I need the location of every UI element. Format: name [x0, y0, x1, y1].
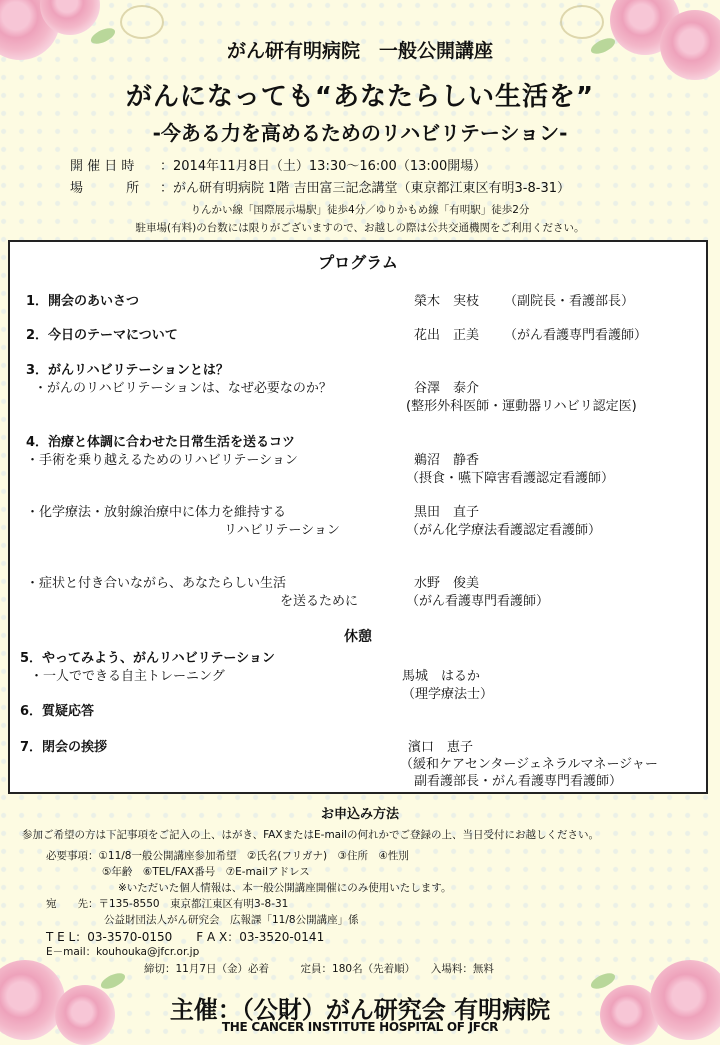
program-item-title: 6．質疑応答: [20, 704, 95, 719]
organizer-line: がん研有明病院 一般公開講座: [226, 40, 493, 62]
speaker-role: （がん化学療法看護認定看護師）: [406, 523, 602, 538]
program-item-title: 2．今日のテーマについて: [26, 328, 178, 343]
program-item-title: 5．やってみよう、がんリハビリテーション: [20, 651, 275, 666]
place-label: 場 所: [70, 181, 140, 196]
program-item-sub: リハビリテーション: [224, 523, 340, 538]
swirl-decoration-icon: [560, 5, 604, 39]
requirements-line: ⑤年齢 ⑥TEL/FAX番号 ⑦E-mailアドレス: [102, 866, 310, 878]
sponsor-name-en: THE CANCER INSTITUTE HOSPITAL OF JFCR: [221, 1020, 499, 1034]
speaker-name: 谷澤 泰介: [414, 381, 480, 396]
privacy-note: ※いただいた個人情報は、本一般公開講座開催にのみ使用いたします。: [118, 882, 452, 894]
speaker-name: 花出 正美: [414, 328, 480, 343]
tel-fax-line: T E L：03-3570-0150 F A X：03-3520-0141: [46, 930, 325, 944]
deadline-line: 締切：11月7日（金）必着 定員：180名（先着順） 入場料：無料: [144, 963, 494, 975]
page-subtitle: -今ある力を高めるためのリハビリテーション-: [152, 121, 568, 145]
program-item-title: 3．がんリハビリテーションとは？: [26, 363, 229, 378]
requirements-line: 必要事項：①11/8一般公開講座参加希望 ②氏名(フリガナ) ③住所 ④性別: [46, 850, 409, 862]
speaker-role: （理学療法士）: [402, 687, 494, 702]
program-item-sub: ・がんのリハビリテーションは、なぜ必要なのか？: [34, 381, 332, 396]
sponsor-name: 主催：（公財）がん研究会 有明病院: [169, 996, 551, 1024]
access-info: りんかい線「国際展示場駅」徒歩4分／ゆりかもめ線「有明駅」徒歩2分: [190, 204, 530, 216]
program-item-sub: ・化学療法・放射線治療中に体力を維持する: [26, 505, 287, 520]
program-heading: プログラム: [318, 253, 398, 272]
speaker-name: 馬城 はるか: [402, 669, 481, 684]
address-line: 公益財団法人がん研究会 広報課「11/8公開講座」係: [104, 914, 359, 926]
application-heading: お申込み方法: [320, 807, 399, 822]
program-item-title: 7．閉会の挨拶: [20, 740, 108, 755]
speaker-name: 榮木 実枝: [414, 294, 480, 309]
program-item-sub: ・手術を乗り越えるためのリハビリテーション: [26, 453, 298, 468]
email-line: E－mail：kouhouka@jfcr.or.jp: [46, 946, 200, 958]
address-line: 宛 先：〒135-8550 東京都江東区有明3-8-31: [46, 898, 289, 910]
break-label: 休憩: [344, 629, 372, 645]
date-value: ：2014年11月8日（土）13:30～16:00（13:00開場）: [160, 159, 487, 174]
speaker-role: (整形外科医師・運動器リハビリ認定医): [406, 399, 637, 414]
parking-info: 駐車場(有料)の台数には限りがございますので、お越しの際は公共交通機関をご利用ください。: [135, 222, 585, 234]
speaker-role: （副院長・看護部長）: [504, 294, 635, 309]
speaker-name: 黒田 直子: [414, 505, 480, 520]
date-label: 開 催 日 時: [70, 159, 135, 174]
speaker-role: （がん看護専門看護師）: [406, 594, 550, 609]
speaker-name: 濱口 恵子: [408, 740, 474, 755]
speaker-name: 鵜沼 静香: [414, 453, 480, 468]
speaker-role: （緩和ケアセンタージェネラルマネージャー: [400, 757, 658, 772]
page-title: がんになっても“あなたらしい生活を”: [125, 82, 595, 112]
speaker-role: （がん看護専門看護師）: [504, 328, 648, 343]
program-item-title: 4．治療と体調に合わせた日常生活を送るコツ: [26, 435, 296, 450]
speaker-name: 水野 俊美: [414, 576, 480, 591]
program-item-sub: ・症状と付き合いながら、あなたらしい生活: [26, 576, 287, 591]
swirl-decoration-icon: [120, 5, 164, 39]
application-intro: 参加ご希望の方は下記事項をご記入の上、はがき、FAXまたはE-mailの何れかでご登録の上、当日受付にお越しください。: [22, 829, 599, 841]
program-item-sub: ・一人でできる自主トレーニング: [30, 669, 225, 684]
speaker-role: （摂食・嚥下障害看護認定看護師）: [406, 471, 615, 486]
speaker-role: 副看護部長・がん看護専門看護師）: [414, 774, 623, 789]
place-value: ：がん研有明病院 1階 吉田富三記念講堂（東京都江東区有明3-8-31）: [160, 181, 571, 196]
program-item-sub: を送るために: [280, 594, 359, 609]
program-item-title: 1．開会のあいさつ: [26, 294, 140, 309]
program-box: [8, 240, 708, 794]
